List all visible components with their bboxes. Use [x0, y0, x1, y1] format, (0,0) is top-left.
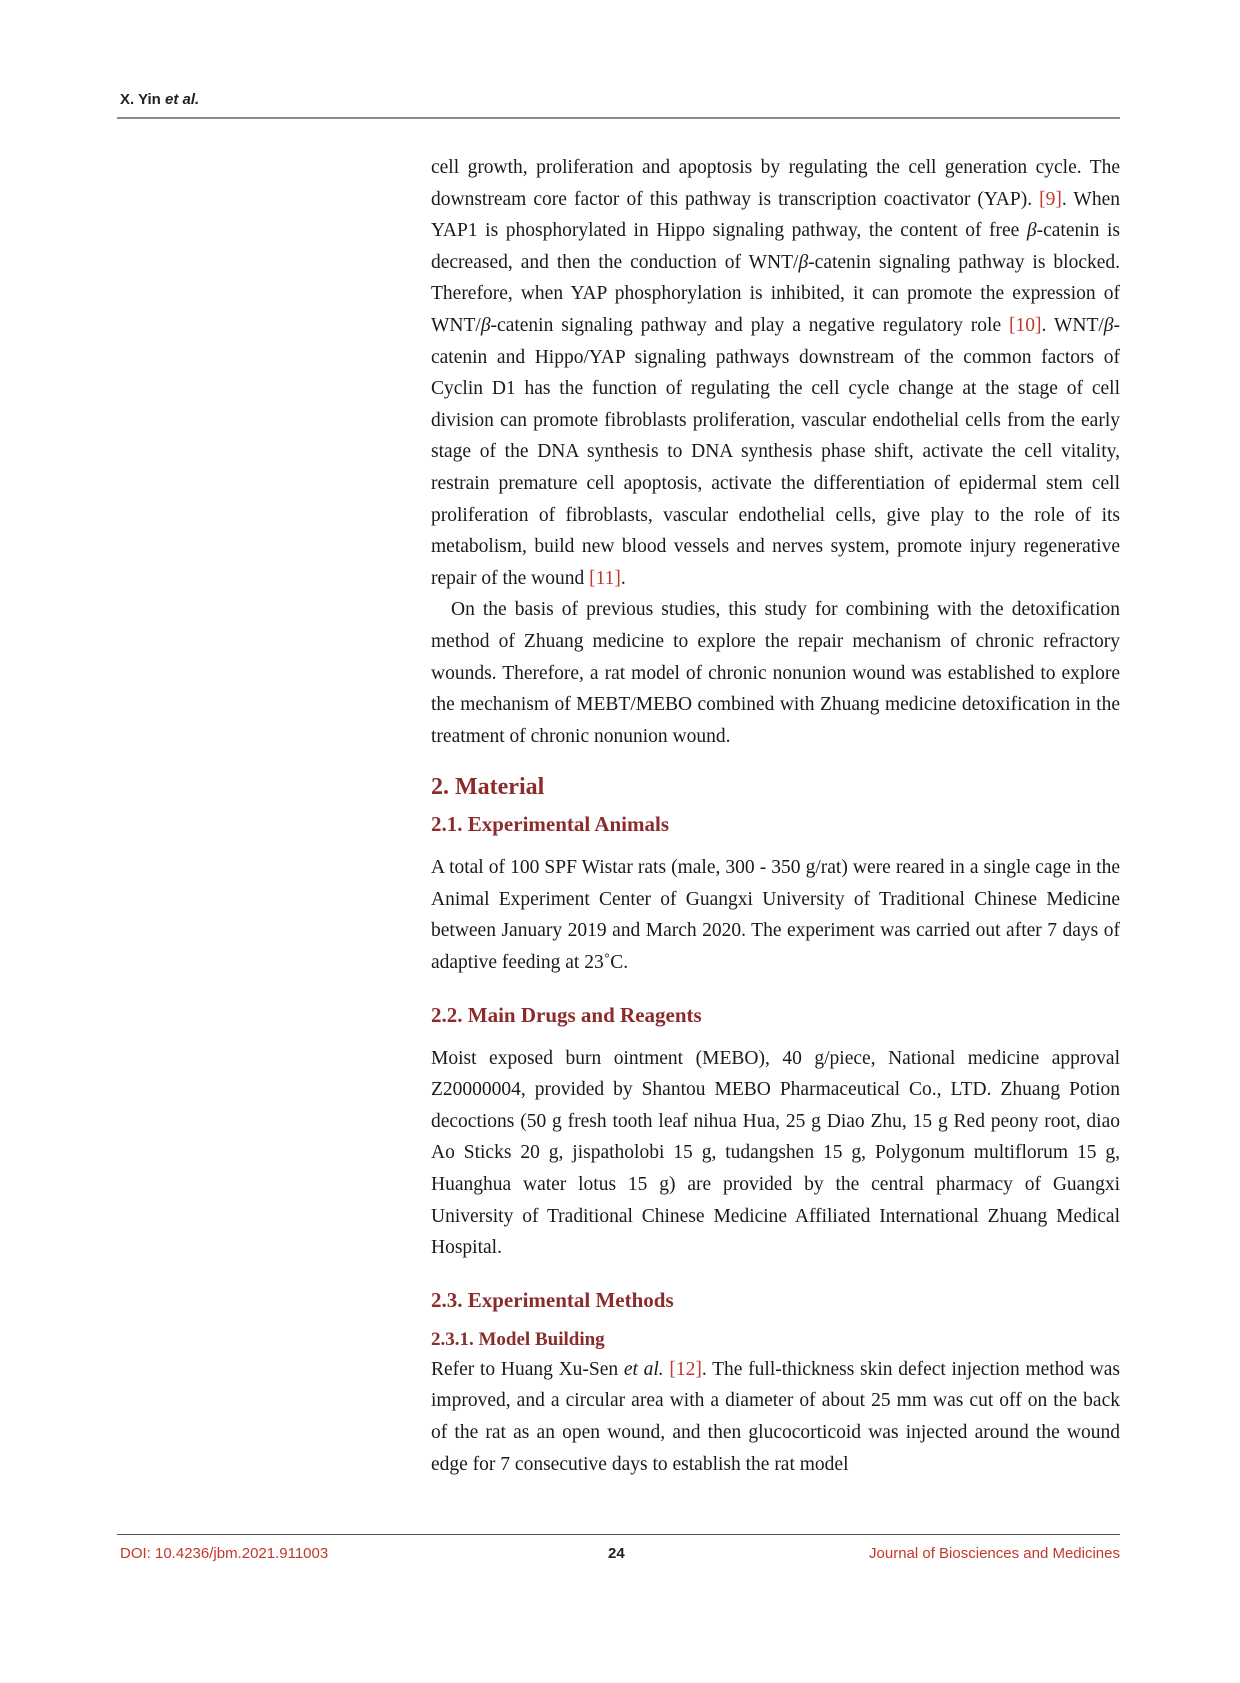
et-al-text: et al. — [623, 1358, 664, 1380]
footer-rule — [117, 1534, 1120, 1535]
section-heading-material: 2. Material — [431, 774, 545, 801]
author-name: X. Yin — [120, 91, 161, 108]
citation-12[interactable]: [12] — [669, 1358, 702, 1380]
text-run: . When YAP1 is phosphorylated in Hippo signaling pathway, the content of free — [431, 188, 1120, 242]
subsection-heading-methods: 2.3. Experimental Methods — [431, 1287, 674, 1312]
text-run: . The full-thickness skin defect injection method was improved, and a circular area with a diameter of about 25 mm was cut off on the back of the rat as an open wound, and then glucocorticoid was injected around the wound edge for 7 consecutive days to establish the rat model — [431, 1358, 1121, 1475]
beta-symbol: β — [480, 314, 491, 336]
body-column — [431, 152, 1120, 1480]
page-number: 24 — [608, 1545, 625, 1562]
footer-doi[interactable]: DOI: 10.4236/jbm.2021.911003 — [120, 1545, 329, 1562]
text-run: -catenin signaling pathway and play a negative regulatory role — [490, 314, 1010, 336]
paragraph-study-aim: On the basis of previous studies, this study for combining with the detoxification method of Zhuang medicine to explore the repair mechanism of chronic refractory wounds. Therefore, a rat model of chronic nonunion wound was established to explore the mechanism of MEBT/MEBO combined with Zhuang medicine detoxification in the treatment of chronic nonunion wound. — [431, 599, 1120, 747]
text-run: . WNT/ — [1041, 314, 1104, 336]
subsection-heading-drugs: 2.2. Main Drugs and Reagents — [431, 1002, 702, 1027]
citation-10[interactable]: [10] — [1009, 314, 1042, 336]
beta-symbol: β — [1026, 220, 1037, 242]
subsubsection-heading-model: 2.3.1. Model Building — [431, 1328, 605, 1350]
footer-journal-name[interactable]: Journal of Biosciences and Medicines — [869, 1545, 1120, 1562]
text-run: -catenin and Hippo/YAP signaling pathways downstream of the common factors of Cyclin D1 has the function of regulating the cell cycle change at the stage of cell division can promote fibroblasts proliferation, vascular endothelial cells from the early stage of the DNA synthesis to DNA synthesis phase shift, activate the cell vitality, restrain premature cell apoptosis, activate the differentiation of epidermal stem cell proliferation of fibroblasts, vascular endothelial cells, give play to the role of its metabolism, build new blood vessels and nerves system, promote injury regenerative repair of the wound — [431, 314, 1121, 589]
header-rule — [117, 117, 1120, 119]
paragraph-animals: A total of 100 SPF Wistar rats (male, 300 - 350 g/rat) were reared in a single cage in the Animal Experiment Center of Guangxi University of Traditional Chinese Medicine between January 2019 and March 2020. The experiment was carried out after 7 days of adaptive feeding at 23˚C. — [431, 857, 1120, 974]
text-run: . — [620, 567, 626, 589]
subsection-heading-animals: 2.1. Experimental Animals — [431, 812, 670, 837]
author-etal: et al. — [165, 91, 200, 108]
text-run: Refer to Huang Xu-Sen — [431, 1358, 624, 1380]
running-head — [120, 91, 199, 108]
paragraph-intro-continued — [431, 152, 1120, 594]
beta-symbol: β — [1103, 314, 1114, 336]
paragraph-drugs: Moist exposed burn ointment (MEBO), 40 g/piece, National medicine approval Z20000004, provided by Shantou MEBO Pharmaceutical Co., LTD. Zhuang Potion decoctions (50 g fresh tooth leaf nihua Hua, 25 g Diao Zhu, 15 g Red peony root, diao Ao Sticks 20 g, jispatholobi 15 g, tudangshen 15 g, Polygonum multiflorum 15 g, Huanghua water lotus 15 g) are provided by the central pharmacy of Guangxi University of Traditional Chinese Medicine Affiliated International Zhuang Medical Hospital. — [431, 1047, 1120, 1259]
citation-9[interactable]: [9] — [1039, 188, 1062, 210]
paragraph-model-building — [431, 1354, 1120, 1480]
text-run: -catenin is decreased, and then the conduction of WNT/ — [431, 220, 1120, 273]
text-run: cell growth, proliferation and apoptosis by regulating the cell generation cycle. The downstream core factor of this pathway is transcription coactivator (YAP). — [431, 157, 1120, 210]
beta-symbol: β — [798, 251, 809, 273]
citation-11[interactable]: [11] — [589, 567, 621, 589]
text-run: -catenin signaling pathway is blocked. Therefore, when YAP phosphorylation is inhibited, it can promote the expression of WNT/ — [431, 251, 1121, 336]
